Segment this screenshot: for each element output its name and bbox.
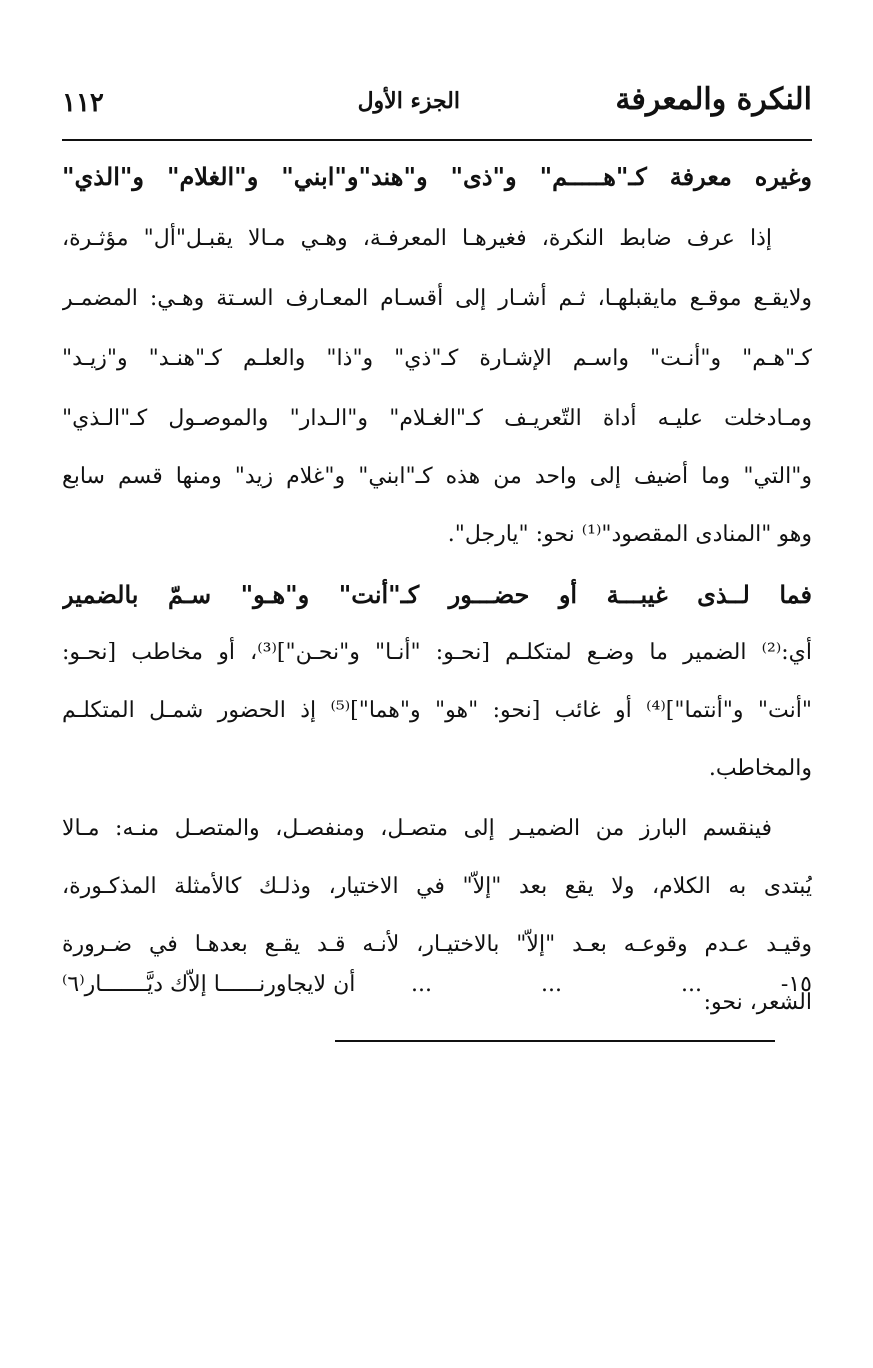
body-line: و"التي" وما أضيف إلى واحد من هذه كـ"ابني" و"غلام زيد" ومنها قسم سابع — [62, 464, 812, 489]
body-line: كـ"هـم" و"أنـت" واسـم الإشـارة كـ"ذي" و"ذا" والعلـم كـ"هنـد" و"زيـد" — [62, 346, 812, 371]
body-line: الشعر، نحو: — [703, 990, 812, 1015]
verse-ellipsis: ... — [541, 972, 562, 997]
verse-hemistich: أن لايجاورنــــــا إلاّك ديَّـــــــار⁽٦⁾ — [62, 972, 356, 997]
body-line: فينقسم البارز من الضميـر إلى متصـل، ومنفصـل، والمتصـل منـه: مـالا — [62, 816, 772, 841]
verse-ellipsis: ... — [411, 972, 432, 997]
page-number: ١١٢ — [62, 88, 104, 118]
body-line: ولايقـع موقـع مايقبلهـا، ثـم أشـار إلى أقسـام المعـارف السـتة وهـي: المضمـر — [62, 286, 812, 311]
verse-line-2: فما لــذى غيبـــة أو حضـــور كـ"أنت" و"هـو" سـمّ بالضمير — [62, 580, 812, 609]
verse-number: ١٥- — [780, 972, 812, 997]
poetry-verse — [62, 972, 812, 1006]
volume-label: الجزء الأول — [357, 88, 460, 114]
body-line: أي:⁽²⁾ الضمير ما وضـع لمتكلـم [نحـو: "أنـا" و"نحـن"]⁽³⁾، أو مخاطب [نحـو: — [62, 640, 812, 665]
footnote-divider — [335, 1040, 775, 1042]
chapter-title: النكرة والمعرفة — [615, 82, 812, 117]
page-header — [62, 82, 812, 132]
body-line: وهو "المنادى المقصود"⁽¹⁾ نحو: "يارجل". — [447, 522, 812, 547]
body-line: يُبتدى به الكلام، ولا يقع بعد "إلاّ" في الاختيار، وذلـك كالأمثلة المذكـورة، — [62, 874, 812, 899]
verse-ellipsis: ... — [681, 972, 702, 997]
body-line: إذا عرف ضابط النكرة، فغيرهـا المعرفـة، وهـي مـالا يقبـل"أل" مؤثـرة، — [62, 226, 772, 251]
body-line: ومـادخلت عليـه أداة التّعريـف كـ"الغـلام" و"الـدار" والموصـول كـ"الـذي" — [62, 406, 812, 431]
header-divider — [62, 139, 812, 141]
verse-line-1: وغيره معرفة كـ"هـــــم" و"ذى" و"هند"و"ابني" و"الغلام" و"الذي" — [62, 162, 812, 191]
body-line: وقيـد عـدم وقوعـه بعـد "إلاّ" بالاختيـار، لأنـه قـد يقـع بعدهـا في ضـرورة — [62, 932, 812, 957]
body-line: "أنت" و"أنتما"]⁽⁴⁾ أو غائب [نحو: "هو" و"هما"]⁽⁵⁾ إذ الحضور شمـل المتكلـم — [62, 698, 812, 723]
body-line: والمخاطب. — [708, 756, 812, 781]
